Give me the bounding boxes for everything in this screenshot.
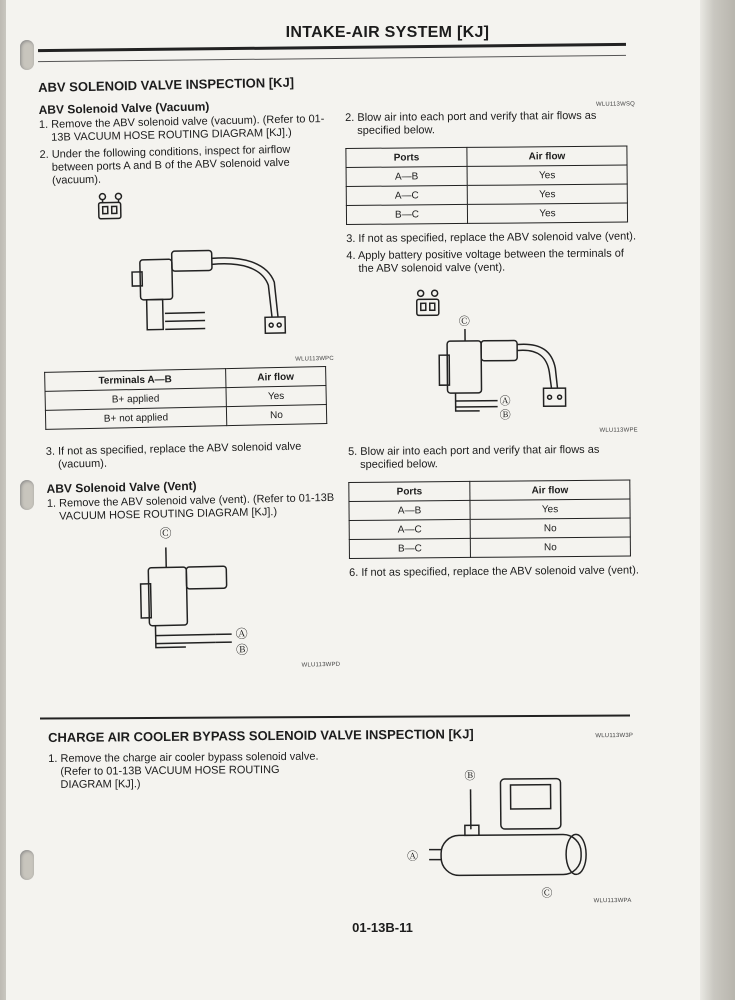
cac-valve-diagram — [400, 748, 631, 908]
vent-step-1: 1. Remove the ABV solenoid valve (vent). (Refer to 01-13B VACUUM HOSE ROUTING DIAGRAM [KJ].) — [46, 491, 335, 523]
vent-valve-diagram — [47, 522, 340, 674]
abv-section-title: ABV SOLENOID VALVE INSPECTION [KJ] — [38, 74, 295, 95]
table-header: Air flow — [467, 146, 627, 166]
table-row — [346, 165, 627, 186]
port-c-label: Ⓒ — [541, 887, 553, 900]
vent-step-4: 4. Apply battery positive voltage between the terminals of the ABV solenoid valve (vent). — [346, 247, 624, 275]
table-header: Air flow — [470, 480, 630, 500]
port-b-label: Ⓑ — [464, 770, 476, 783]
cac-section — [48, 725, 650, 911]
table-cell: No — [226, 405, 327, 426]
table-cell: B+ not applied — [45, 407, 226, 430]
table-header: Terminals A—B — [45, 369, 226, 392]
vent-step-6: 6. If not as specified, replace the ABV solenoid valve (vent). — [349, 564, 639, 579]
cac-section-title: CHARGE AIR COOLER BYPASS SOLENOID VALVE INSPECTION [KJ] — [48, 726, 474, 745]
cac-code: WLU113W3P — [595, 732, 634, 740]
vacuum-valve-diagram — [40, 186, 334, 368]
port-b-label: Ⓑ — [235, 642, 249, 657]
table-cell: A—B — [346, 166, 467, 186]
table-row — [349, 499, 630, 520]
vent-airflow-table-2 — [348, 480, 631, 559]
vacuum-step-1: 1. Remove the ABV solenoid valve (vacuum). (Refer to 01-13B VACUUM HOSE ROUTING DIAGRAM [KJ].) — [38, 113, 325, 144]
vent-fig2-code: WLU113WPE — [599, 427, 638, 434]
table-cell: No — [470, 537, 630, 557]
vent-step-3: 3. If not as specified, replace the ABV solenoid valve (vent). — [346, 230, 637, 245]
page-number: 01-13B-11 — [352, 920, 413, 935]
table-cell: Yes — [467, 184, 627, 204]
vacuum-subtitle: ABV Solenoid Valve (Vacuum) — [38, 99, 210, 117]
vacuum-airflow-table — [44, 366, 327, 430]
page-header-title: INTAKE-AIR SYSTEM [KJ] — [285, 24, 490, 41]
table-cell: A—C — [349, 519, 470, 539]
right-column — [345, 101, 639, 584]
left-column — [38, 74, 340, 676]
port-c-label: Ⓒ — [458, 315, 470, 329]
table-header: Ports — [346, 147, 467, 167]
table-cell: A—B — [349, 500, 470, 520]
table-cell: B—C — [349, 538, 470, 558]
cac-step-1: 1. Remove the charge air cooler bypass solenoid valve. (Refer to 01-13B VACUUM HOSE ROUTING DIAGRAM [KJ].) — [48, 750, 319, 791]
port-a-label: Ⓐ — [407, 850, 419, 863]
vacuum-fig-code: WLU113WPC — [295, 355, 334, 363]
vent-voltage-diagram — [347, 277, 638, 436]
vent-airflow-table-1 — [345, 146, 628, 225]
table-header: Air flow — [225, 367, 326, 388]
vent-step-2: 2. Blow air into each port and verify that air flows as specified below. — [345, 109, 597, 137]
vent-subtitle: ABV Solenoid Valve (Vent) — [46, 478, 197, 496]
table-row — [349, 518, 630, 539]
table-row — [346, 184, 627, 205]
header-rule-thin — [38, 55, 626, 62]
port-a-label: Ⓐ — [235, 626, 248, 641]
cac-fig-code: WLU113WPA — [593, 897, 632, 905]
connector-icon — [99, 202, 121, 218]
table-row — [349, 537, 630, 558]
table-cell: Yes — [470, 499, 630, 519]
table-cell: Yes — [226, 386, 327, 407]
table-cell: B—C — [346, 204, 467, 224]
table-cell: Yes — [467, 165, 627, 185]
table-header: Ports — [349, 481, 470, 501]
vent-fig-code: WLU113WPD — [301, 661, 341, 669]
table-cell: A—C — [346, 185, 467, 205]
vacuum-step-2: 2. Under the following conditions, inspect for airflow between ports A and B of the ABV solenoid valve (vacuum). — [39, 143, 291, 187]
table-cell: Yes — [467, 203, 627, 223]
vent-step-5: 5. Blow air into each port and verify that air flows as specified below. — [347, 443, 600, 471]
table-row — [346, 203, 627, 224]
port-b-label: Ⓑ — [499, 409, 511, 422]
header-rule — [38, 43, 626, 52]
vacuum-step-3: 3. If not as specified, replace the ABV solenoid valve (vacuum). — [45, 440, 302, 471]
table-cell: B+ applied — [45, 388, 226, 411]
port-a-label: Ⓐ — [499, 395, 511, 408]
port-c-label: Ⓒ — [159, 526, 172, 541]
table-cell: No — [470, 518, 630, 538]
vent-step2-code: WLU113WSQ — [595, 101, 636, 108]
section-rule — [40, 714, 630, 719]
